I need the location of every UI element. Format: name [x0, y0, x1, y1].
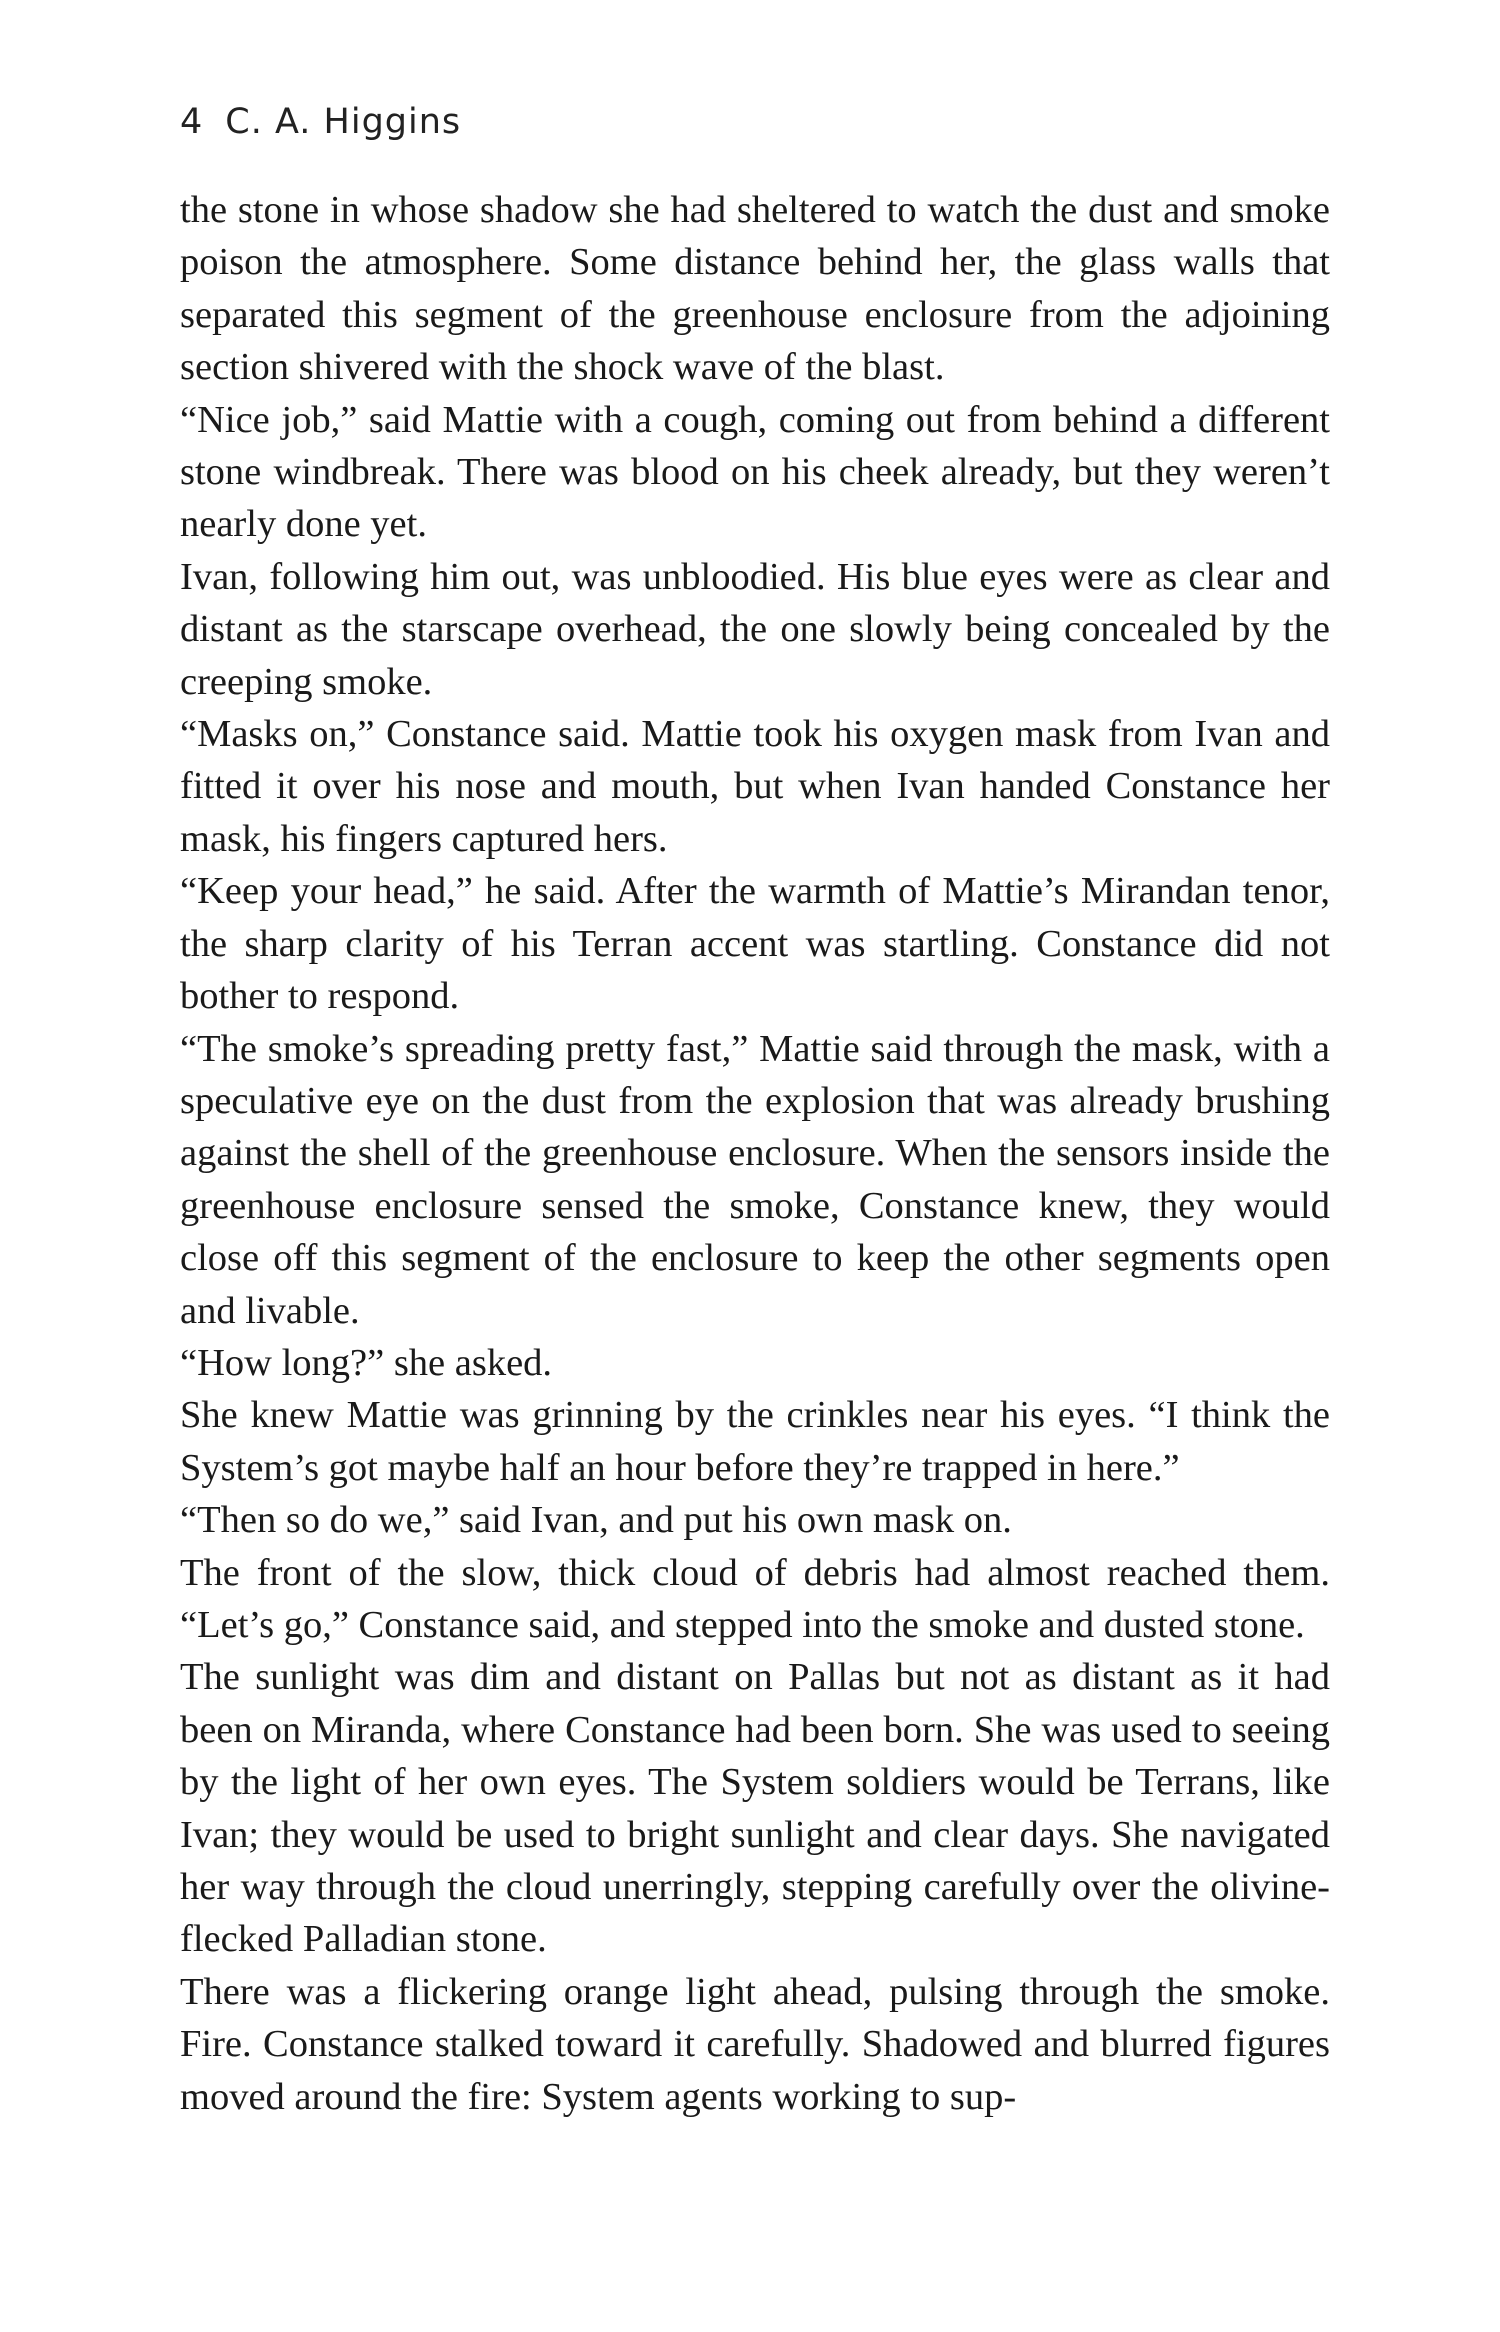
running-head [180, 102, 461, 142]
paragraph: The sunlight was dim and distant on Pallas but not as distant as it had been on Miranda, where Constance had been born. She was used to seeing by the light of her own eyes. The System soldiers would be Terrans, like Ivan; they would be used to bright sunlight and clear days. She navigated her way through the cloud unerringly, stepping carefully over the olivine-flecked Palladian stone. [180, 1656, 1330, 1961]
paragraph: “Then so do we,” said Ivan, and put his own mask on. [180, 1499, 1012, 1542]
paragraph: She knew Mattie was grinning by the crinkles near his eyes. “I think the System’s got maybe half an hour before they’re trapped in here.” [180, 1394, 1330, 1489]
paragraph: “Keep your head,” he said. After the warmth of Mattie’s Mirandan tenor, the sharp clarity of his Terran accent was startling. Constance did not bother to respond. [180, 870, 1330, 1018]
paragraph: “Nice job,” said Mattie with a cough, coming out from behind a different stone windbreak. There was blood on his cheek already, but they weren’t nearly done yet. [180, 398, 1330, 546]
paragraph: “The smoke’s spreading pretty fast,” Mattie said through the mask, with a speculative eye on the dust from the explosion that was already brushing against the shell of the greenhouse enclosure. When the sensors inside the greenhouse enclosure sensed the smoke, Constance knew, they would close off this segment of the enclosure to keep the other segments open and livable. [180, 1027, 1330, 1332]
paragraph: Ivan, following him out, was unbloodied. His blue eyes were as clear and distant as the starscape overhead, the one slowly being concealed by the creeping smoke. [180, 555, 1330, 703]
paragraph: The front of the slow, thick cloud of debris had almost reached them. “Let’s go,” Constance said, and stepped into the smoke and dusted stone. [180, 1551, 1330, 1646]
paragraph-continuation: the stone in whose shadow she had sheltered to watch the dust and smoke poison the atmosphere. Some distance behind her, the glass walls that separated this segment of the greenhouse enclosure from the adjoining section shivered with the shock wave of the blast. [180, 189, 1330, 389]
author-name: C. A. Higgins [225, 102, 462, 142]
paragraph: “Masks on,” Constance said. Mattie took his oxygen mask from Ivan and fitted it over his nose and mouth, but when Ivan handed Constance her mask, his fingers captured hers. [180, 713, 1330, 860]
paragraph: There was a flickering orange light ahead, pulsing through the smoke. Fire. Constance stalked toward it carefully. Shadowed and blurred figures moved around the fire: System agents working to sup- [180, 1970, 1330, 2118]
page-number: 4 [180, 102, 204, 142]
paragraph: “How long?” she asked. [180, 1341, 553, 1384]
body-text [180, 184, 1330, 2123]
